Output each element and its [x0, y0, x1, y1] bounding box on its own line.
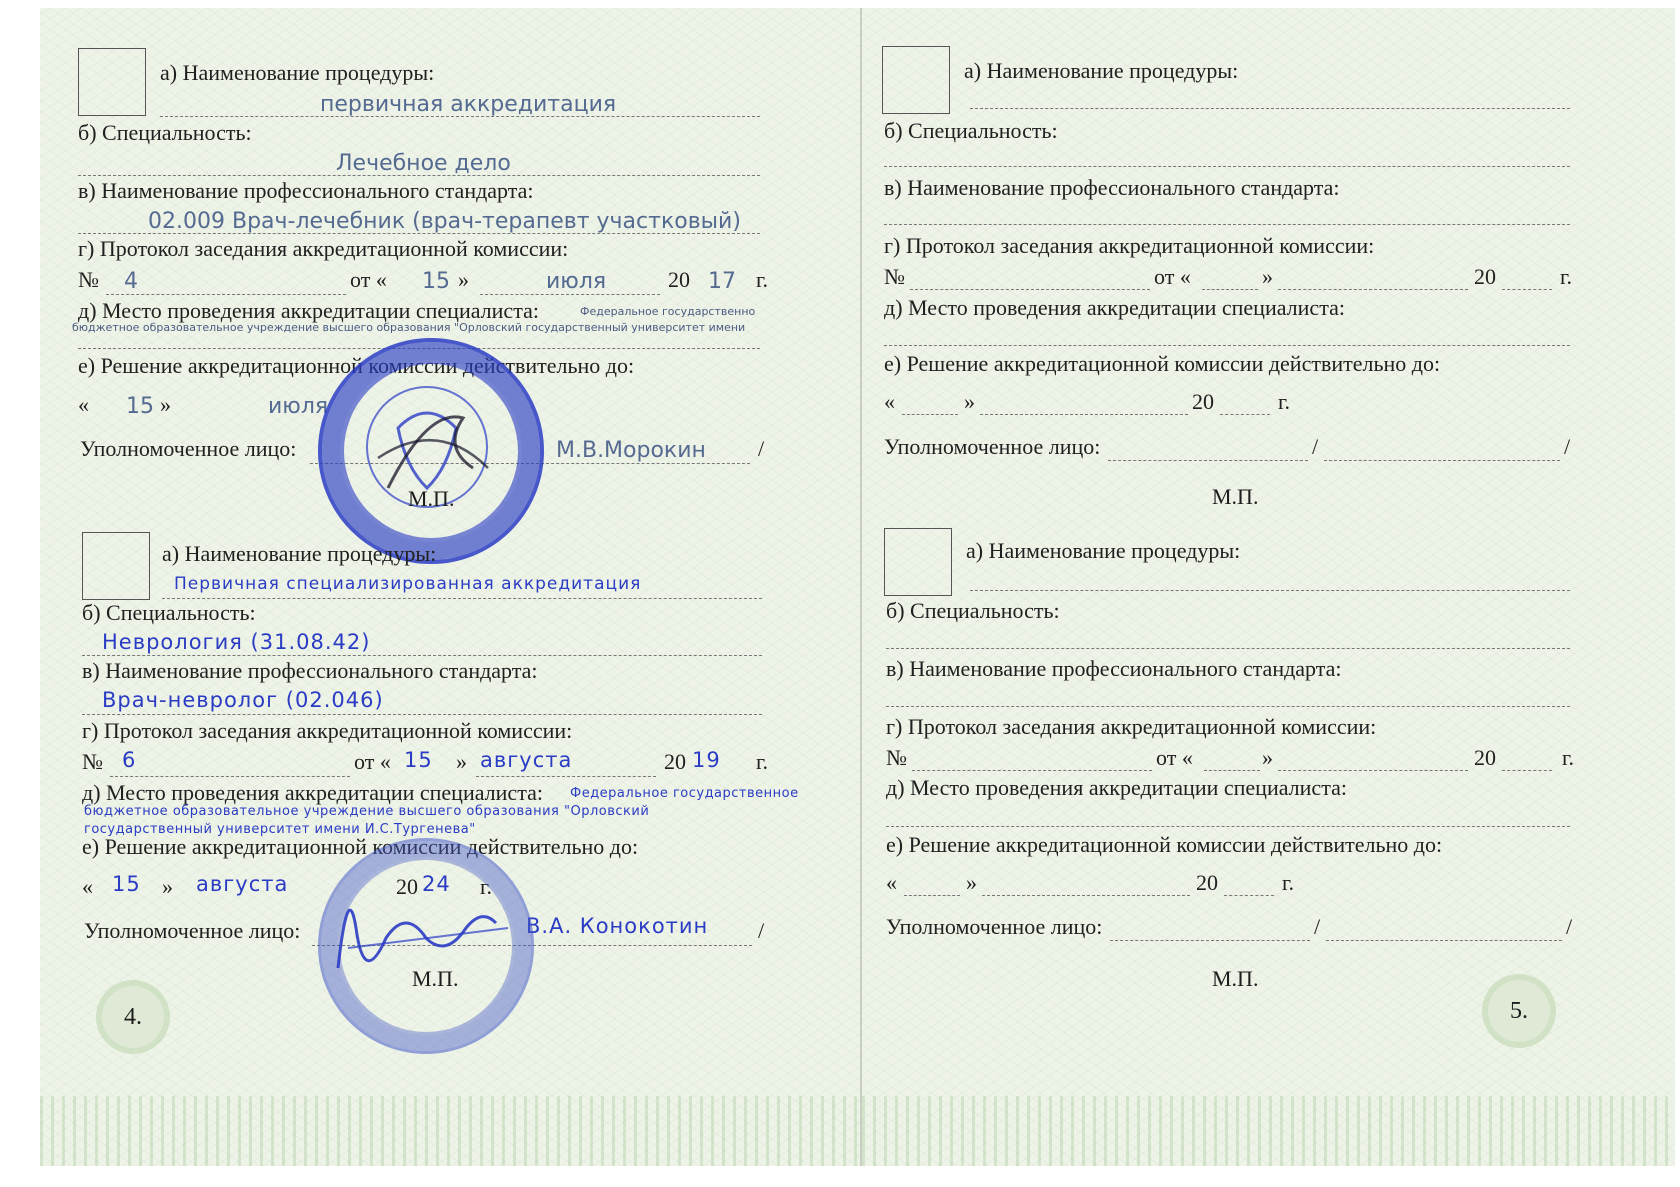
- entry4-year-prefix: 20: [1474, 745, 1496, 770]
- entry2-specialty-value: Неврология (31.08.42): [102, 630, 371, 654]
- entry2-authorized-label: Уполномоченное лицо:: [84, 918, 301, 943]
- entry3-mp: М.П.: [1212, 484, 1259, 509]
- entry1-protocol-no-line: [106, 294, 346, 295]
- entry1-valid-day: 15: [126, 394, 154, 419]
- entry1-protocol-no: 4: [124, 269, 138, 294]
- right-page: [862, 8, 1675, 1166]
- entry2-year-prefix: 20: [664, 749, 686, 774]
- entry2-checkbox: [82, 532, 150, 600]
- entry1-valid-close: »: [160, 392, 171, 417]
- page-number-right: 5.: [1488, 980, 1550, 1042]
- entry2-valid-close: »: [162, 874, 173, 899]
- entry3-valid-month-line: [980, 414, 1188, 415]
- entry4-standard-line: [886, 706, 1570, 707]
- entry2-valid-open: «: [82, 874, 93, 899]
- entry2-place-line1: Федеральное государственное: [570, 786, 799, 801]
- entry1-place-label: д) Место проведения аккредитации специалиста:: [78, 298, 539, 323]
- entry2-specialty-label: б) Специальность:: [82, 600, 256, 625]
- entry2-procedure-value: Первичная специализированная аккредитация: [174, 574, 642, 594]
- entry1-place-line1: Федеральное государственно: [580, 305, 756, 318]
- entry4-decision-label: е) Решение аккредитационной комиссии действительно до:: [886, 832, 1443, 857]
- entry2-month-line: [476, 776, 656, 777]
- entry4-procedure-line: [970, 590, 1570, 591]
- entry3-protocol-label: г) Протокол заседания аккредитационной комиссии:: [884, 233, 1375, 258]
- entry3-month-line: [1278, 289, 1468, 290]
- entry4-specialty-line: [886, 648, 1570, 649]
- entry4-procedure-label: а) Наименование процедуры:: [966, 538, 1241, 563]
- entry1-authorized-label: Уполномоченное лицо:: [80, 436, 297, 461]
- entry4-from: от «: [1156, 745, 1193, 770]
- entry1-num-sign: №: [78, 267, 99, 292]
- entry1-valid-month: июля: [268, 394, 329, 419]
- entry2-protocol-day: 15: [404, 748, 433, 772]
- entry2-protocol-no: 6: [122, 748, 137, 772]
- entry1-close-quote: »: [458, 267, 469, 292]
- entry2-valid-year-suffix: г.: [480, 874, 493, 899]
- entry4-authorized-line1: [1110, 940, 1310, 941]
- entry2-num-sign: №: [82, 749, 103, 774]
- entry4-authorized-line2: [1326, 940, 1562, 941]
- entry1-protocol-year: 17: [708, 269, 736, 294]
- entry4-valid-open: «: [886, 870, 897, 895]
- entry1-person: М.В.Морокин: [556, 438, 706, 463]
- entry1-specialty-value: Лечебное дело: [336, 151, 511, 176]
- entry3-num-sign: №: [884, 264, 905, 289]
- entry2-place-label: д) Место проведения аккредитации специалиста:: [82, 780, 543, 805]
- entry3-decision-label: е) Решение аккредитационной комиссии действительно до:: [884, 351, 1441, 376]
- entry3-from: от «: [1154, 264, 1191, 289]
- entry1-protocol-day: 15: [422, 269, 450, 294]
- entry4-valid-day-line: [904, 895, 960, 896]
- entry2-standard-value: Врач-невролог (02.046): [102, 688, 384, 712]
- entry4-close-quote: »: [1262, 745, 1273, 770]
- entry3-procedure-line: [970, 108, 1570, 109]
- entry1-decision-label: е) Решение аккредитационной комиссии действительно до:: [78, 353, 635, 378]
- entry4-slash2: /: [1566, 914, 1573, 939]
- entry2-year-suffix: г.: [756, 749, 769, 774]
- entry4-place-label: д) Место проведения аккредитации специалиста:: [886, 775, 1347, 800]
- entry1-standard-value: 02.009 Врач-лечебник (врач-терапевт участковый): [148, 209, 741, 234]
- entry2-protocol-year: 19: [692, 748, 721, 772]
- entry1-valid-open: «: [78, 392, 89, 417]
- entry3-authorized-line2: [1324, 460, 1560, 461]
- entry4-num-sign: №: [886, 745, 907, 770]
- entry2-protocol-no-line: [110, 776, 350, 777]
- entry3-valid-open: «: [884, 389, 895, 414]
- entry4-valid-close: »: [966, 870, 977, 895]
- entry1-protocol-month: июля: [546, 269, 607, 294]
- entry2-protocol-label: г) Протокол заседания аккредитационной комиссии:: [82, 718, 573, 743]
- entry1-year-prefix: 20: [668, 267, 690, 292]
- entry2-procedure-label: а) Наименование процедуры:: [162, 541, 437, 566]
- entry2-procedure-line: [162, 598, 762, 599]
- entry1-mp: М.П.: [408, 486, 455, 511]
- entry4-no-line: [912, 770, 1152, 771]
- entry4-year-suffix: г.: [1562, 745, 1575, 770]
- entry1-month-line: [480, 294, 660, 295]
- entry1-procedure-label: а) Наименование процедуры:: [160, 60, 435, 85]
- entry3-valid-year-line: [1220, 414, 1270, 415]
- entry3-slash2: /: [1564, 434, 1571, 459]
- entry4-year-line: [1502, 770, 1552, 771]
- entry3-valid-day-line: [902, 414, 958, 415]
- entry4-standard-label: в) Наименование профессионального стандарта:: [886, 656, 1342, 681]
- entry3-standard-line: [884, 224, 1570, 225]
- entry4-authorized-label: Уполномоченное лицо:: [886, 914, 1103, 939]
- entry2-person: В.А. Конокотин: [526, 914, 709, 938]
- entry2-valid-day: 15: [112, 872, 141, 896]
- entry2-decision-label: е) Решение аккредитационной комиссии действительно до:: [82, 834, 639, 859]
- signature-icon: [318, 838, 528, 1048]
- entry3-procedure-label: а) Наименование процедуры:: [964, 58, 1239, 83]
- entry1-checkbox: [78, 48, 146, 116]
- entry1-procedure-value: первичная аккредитация: [320, 92, 617, 117]
- entry3-day-line: [1202, 289, 1258, 290]
- entry2-place-line2: бюджетное образовательное учреждение высшего образования "Орловский: [84, 804, 650, 819]
- entry2-valid-month: августа: [196, 872, 289, 896]
- left-page: [40, 8, 860, 1166]
- entry2-year-prefix-valid: 20: [396, 874, 418, 899]
- emblem-icon: [318, 338, 536, 556]
- entry3-valid-year-prefix: 20: [1192, 389, 1214, 414]
- entry3-specialty-line: [884, 166, 1570, 167]
- entry2-from: от «: [354, 749, 391, 774]
- entry3-specialty-label: б) Специальность:: [884, 118, 1058, 143]
- stamp-seal-1: [318, 338, 544, 564]
- entry2-standard-line: [82, 714, 762, 715]
- entry3-standard-label: в) Наименование профессионального стандарта:: [884, 175, 1340, 200]
- entry2-slash: /: [758, 918, 765, 943]
- entry1-standard-label: в) Наименование профессионального стандарта:: [78, 178, 534, 203]
- entry4-valid-year-suffix: г.: [1282, 870, 1295, 895]
- entry4-mp: М.П.: [1212, 966, 1259, 991]
- entry3-year-prefix: 20: [1474, 264, 1496, 289]
- entry1-slash: /: [758, 436, 765, 461]
- entry1-specialty-label: б) Специальность:: [78, 120, 252, 145]
- entry4-place-line: [886, 826, 1570, 827]
- entry4-day-line: [1204, 770, 1260, 771]
- entry2-valid-year: 24: [422, 872, 451, 896]
- entry3-valid-year-suffix: г.: [1278, 389, 1291, 414]
- entry4-month-line: [1278, 770, 1468, 771]
- entry2-mp: М.П.: [412, 966, 459, 991]
- entry3-valid-close: »: [964, 389, 975, 414]
- entry3-checkbox: [882, 46, 950, 114]
- entry3-authorized-line1: [1108, 460, 1308, 461]
- entry2-close-quote: »: [456, 749, 467, 774]
- entry3-place-label: д) Место проведения аккредитации специалиста:: [884, 295, 1345, 320]
- entry3-year-suffix: г.: [1560, 264, 1573, 289]
- entry4-slash1: /: [1314, 914, 1321, 939]
- guilloche-border-right: [862, 1096, 1675, 1166]
- entry3-place-line: [884, 345, 1570, 346]
- entry2-standard-label: в) Наименование профессионального стандарта:: [82, 658, 538, 683]
- stamp-seal-2: [318, 838, 534, 1054]
- entry4-valid-month-line: [982, 895, 1190, 896]
- entry3-slash1: /: [1312, 434, 1319, 459]
- accreditation-spread: [40, 8, 1675, 1166]
- entry4-valid-year-prefix: 20: [1196, 870, 1218, 895]
- entry4-specialty-label: б) Специальность:: [886, 598, 1060, 623]
- entry3-authorized-label: Уполномоченное лицо:: [884, 434, 1101, 459]
- entry3-year-line: [1502, 289, 1552, 290]
- entry1-year-suffix: г.: [756, 267, 769, 292]
- entry2-place-line3: государственный университет имени И.С.Тургенева": [84, 822, 476, 837]
- page-number-left: 4.: [102, 986, 164, 1048]
- guilloche-border: [40, 1096, 860, 1166]
- entry2-protocol-month: августа: [480, 748, 573, 772]
- entry4-checkbox: [884, 528, 952, 596]
- entry1-from: от «: [350, 267, 387, 292]
- entry4-valid-year-line: [1224, 895, 1274, 896]
- entry1-place-line2: бюджетное образовательное учреждение высшего образования "Орловский государственный университет имени: [72, 321, 746, 334]
- entry3-no-line: [910, 289, 1150, 290]
- entry4-protocol-label: г) Протокол заседания аккредитационной комиссии:: [886, 714, 1377, 739]
- entry1-protocol-label: г) Протокол заседания аккредитационной комиссии:: [78, 236, 569, 261]
- entry3-close-quote: »: [1262, 264, 1273, 289]
- entry2-specialty-line: [82, 655, 762, 656]
